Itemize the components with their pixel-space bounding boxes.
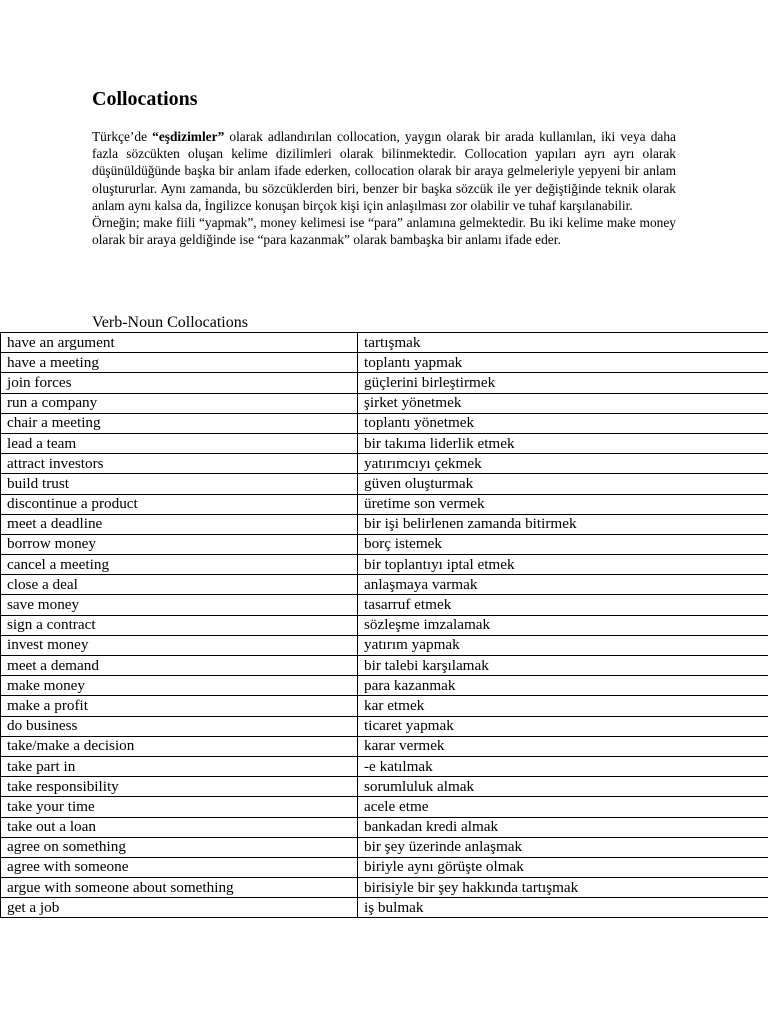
collocation-table	[0, 332, 768, 918]
page-title: Collocations	[92, 88, 198, 110]
collocation-english: agree with someone	[1, 857, 358, 877]
collocation-english: get a job	[1, 898, 358, 918]
collocation-turkish: bir talebi karşılamak	[358, 656, 768, 676]
collocation-turkish: tasarruf etmek	[358, 595, 768, 615]
collocation-english: have a meeting	[1, 353, 358, 373]
table-row	[1, 615, 768, 635]
collocation-turkish: ticaret yapmak	[358, 716, 768, 736]
collocation-english: take your time	[1, 797, 358, 817]
table-row	[1, 676, 768, 696]
collocation-english: meet a demand	[1, 656, 358, 676]
table-row	[1, 716, 768, 736]
table-row	[1, 373, 768, 393]
intro-lead: Türkçe’de	[92, 129, 153, 144]
table-row	[1, 595, 768, 615]
intro-section	[92, 128, 676, 248]
table-row	[1, 857, 768, 877]
table-row	[1, 413, 768, 433]
table-row	[1, 433, 768, 453]
collocation-english: save money	[1, 595, 358, 615]
collocation-english: invest money	[1, 635, 358, 655]
collocation-turkish: şirket yönetmek	[358, 393, 768, 413]
table-row	[1, 696, 768, 716]
collocation-turkish: bir takıma liderlik etmek	[358, 433, 768, 453]
collocation-english: agree on something	[1, 837, 358, 857]
collocation-turkish: güven oluşturmak	[358, 474, 768, 494]
collocation-turkish: güçlerini birleştirmek	[358, 373, 768, 393]
collocation-turkish: karar vermek	[358, 736, 768, 756]
collocation-turkish: toplantı yapmak	[358, 353, 768, 373]
collocation-turkish: kar etmek	[358, 696, 768, 716]
collocation-english: attract investors	[1, 454, 358, 474]
collocation-english: cancel a meeting	[1, 555, 358, 575]
table-row	[1, 635, 768, 655]
table-row	[1, 575, 768, 595]
table-caption: Verb-Noun Collocations	[92, 314, 248, 331]
table-row	[1, 898, 768, 918]
collocation-turkish: iş bulmak	[358, 898, 768, 918]
table-row	[1, 353, 768, 373]
collocation-english: build trust	[1, 474, 358, 494]
collocation-english: sign a contract	[1, 615, 358, 635]
collocation-english: chair a meeting	[1, 413, 358, 433]
collocation-turkish: üretime son vermek	[358, 494, 768, 514]
table-row	[1, 393, 768, 413]
collocation-english: run a company	[1, 393, 358, 413]
collocation-turkish: anlaşmaya varmak	[358, 575, 768, 595]
table-row	[1, 454, 768, 474]
collocation-turkish: yatırımcıyı çekmek	[358, 454, 768, 474]
table-row	[1, 474, 768, 494]
table-row	[1, 736, 768, 756]
table-row	[1, 817, 768, 837]
table-row	[1, 514, 768, 534]
collocation-english: do business	[1, 716, 358, 736]
table-row	[1, 777, 768, 797]
collocation-english: take part in	[1, 756, 358, 776]
collocation-english: close a deal	[1, 575, 358, 595]
collocation-turkish: acele etme	[358, 797, 768, 817]
collocation-english: take/make a decision	[1, 736, 358, 756]
collocation-english: have an argument	[1, 333, 358, 353]
collocation-turkish: borç istemek	[358, 534, 768, 554]
collocation-turkish: sözleşme imzalamak	[358, 615, 768, 635]
collocation-turkish: birisiyle bir şey hakkında tartışmak	[358, 878, 768, 898]
table-row	[1, 333, 768, 353]
table-row	[1, 837, 768, 857]
table-row	[1, 797, 768, 817]
collocation-english: take responsibility	[1, 777, 358, 797]
collocation-turkish: bir toplantıyı iptal etmek	[358, 555, 768, 575]
collocation-turkish: -e katılmak	[358, 756, 768, 776]
collocation-english: borrow money	[1, 534, 358, 554]
collocation-turkish: para kazanmak	[358, 676, 768, 696]
collocation-english: join forces	[1, 373, 358, 393]
collocation-turkish: toplantı yönetmek	[358, 413, 768, 433]
collocation-english: argue with someone about something	[1, 878, 358, 898]
collocation-turkish: bir işi belirlenen zamanda bitirmek	[358, 514, 768, 534]
intro-paragraph	[92, 128, 676, 214]
table-row	[1, 534, 768, 554]
intro-term: “eşdizimler”	[152, 129, 225, 144]
collocation-turkish: sorumluluk almak	[358, 777, 768, 797]
collocation-turkish: tartışmak	[358, 333, 768, 353]
collocation-turkish: bankadan kredi almak	[358, 817, 768, 837]
table-row	[1, 656, 768, 676]
collocation-english: take out a loan	[1, 817, 358, 837]
collocation-english: make money	[1, 676, 358, 696]
collocation-english: meet a deadline	[1, 514, 358, 534]
collocation-turkish: bir şey üzerinde anlaşmak	[358, 837, 768, 857]
table-row	[1, 555, 768, 575]
table-row	[1, 756, 768, 776]
table-row	[1, 494, 768, 514]
collocation-english: lead a team	[1, 433, 358, 453]
intro-rest: olarak adlandırılan collocation, yaygın olarak bir arada kullanılan, iki veya daha fazla sözcükten oluşan kelime dizilimleri olarak bilinmektedir. Collocation yapıları ayrı ayrı olarak düşünüldüğünde başka bir anlam ifade ederken, collocation olarak bir araya gelmeleriyle yepyeni bir anlam oluştururlar. Aynı zamanda, bu sözcüklerden biri, benzer bir başka sözcük ile yer değiştiğinde teknik olarak anlam aynı kalsa da, İngilizce konuşan birçok kişi için anlaşılması zor olabilir ve tuhaf karşılanabilir.	[92, 129, 676, 213]
collocation-turkish: yatırım yapmak	[358, 635, 768, 655]
collocation-table-body	[1, 333, 768, 918]
table-row	[1, 878, 768, 898]
collocation-english: discontinue a product	[1, 494, 358, 514]
intro-example: Örneğin; make fiili “yapmak”, money kelimesi ise “para” anlamına gelmektedir. Bu iki kelime make money olarak bir araya geldiğinde ise “para kazanmak” olarak bambaşka bir anlamı ifade eder.	[92, 215, 676, 248]
collocation-english: make a profit	[1, 696, 358, 716]
collocation-turkish: biriyle aynı görüşte olmak	[358, 857, 768, 877]
